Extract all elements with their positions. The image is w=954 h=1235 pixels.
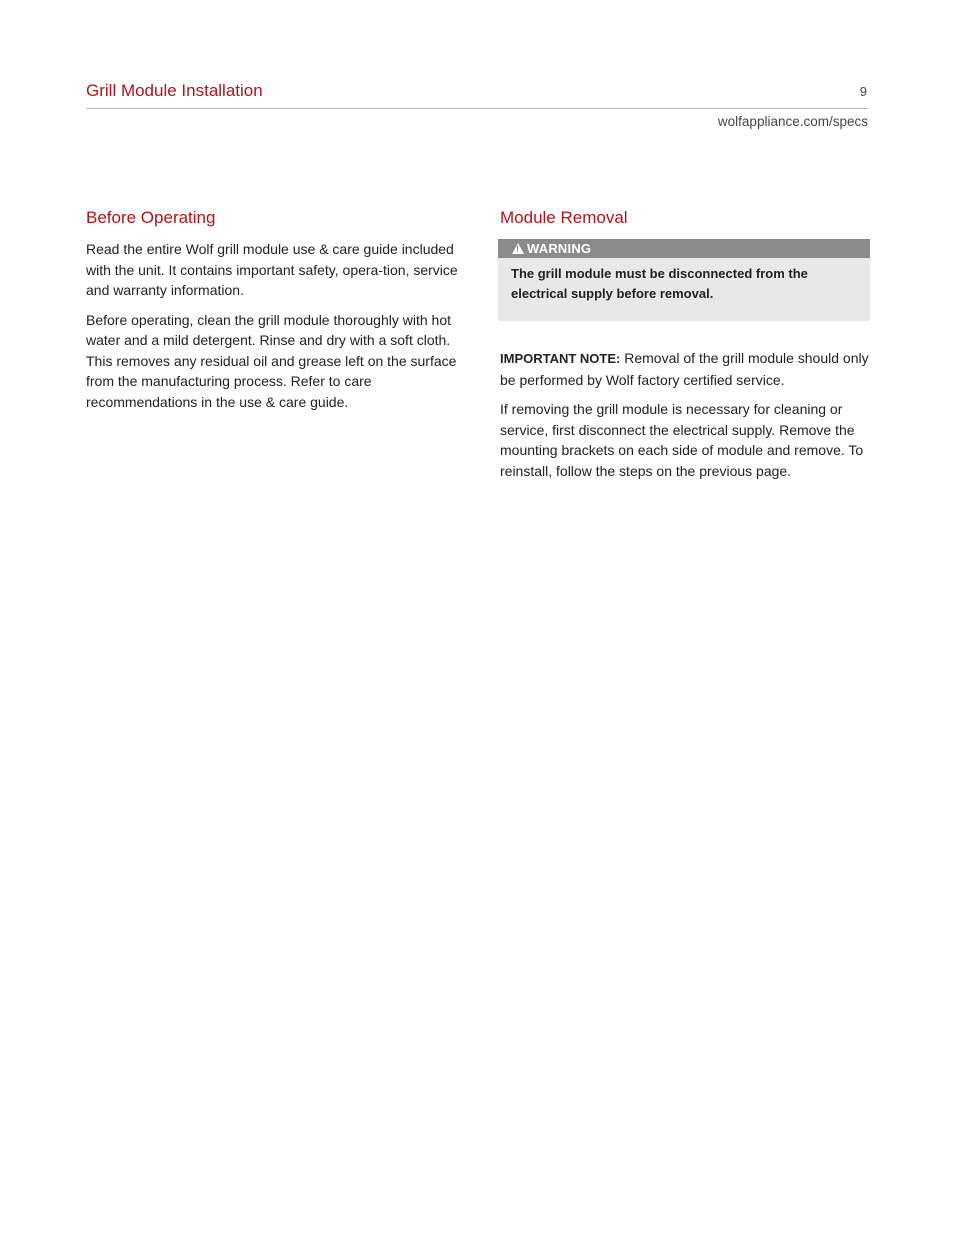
before-operating-heading: Before Operating xyxy=(86,208,216,227)
header-divider xyxy=(86,108,868,109)
module-removal-section xyxy=(500,207,870,490)
warning-label: WARNING xyxy=(527,241,592,256)
before-operating-section xyxy=(86,207,458,421)
warning-triangle-icon xyxy=(512,243,524,254)
before-operating-paragraph-2: Before operating, clean the grill module thoroughly with hot water and a mild detergent. Rinse and dry with a soft cloth. This removes any residual oil and grease left on the surface from the manufacturing process. Refer to care recommendations in the use & care guide. xyxy=(86,311,457,410)
warning-text: The grill module must be disconnected from the electrical supply before removal. xyxy=(511,266,808,301)
website-url: wolfappliance.com/specs xyxy=(717,114,868,129)
important-note-lead: IMPORTANT NOTE: xyxy=(500,351,621,366)
warning-bar xyxy=(498,239,870,258)
page-title: Grill Module Installation xyxy=(86,81,263,100)
module-removal-heading: Module Removal xyxy=(500,208,628,227)
important-note-text: Removal of the grill module should only be performed by Wolf factory certified service. xyxy=(500,350,869,388)
before-operating-paragraph-1: Read the entire Wolf grill module use & care guide included with the unit. It contains important safety, opera-tion, service and warranty information. xyxy=(86,241,458,298)
page-number: 9 xyxy=(859,84,867,99)
important-note xyxy=(500,348,870,390)
module-removal-paragraph: If removing the grill module is necessary for cleaning or service, first disconnect the electrical supply. Remove the mounting brackets on each side of module and remove. To reinstall, follow the steps on the previous page. xyxy=(500,401,864,479)
warning-box xyxy=(498,239,870,321)
